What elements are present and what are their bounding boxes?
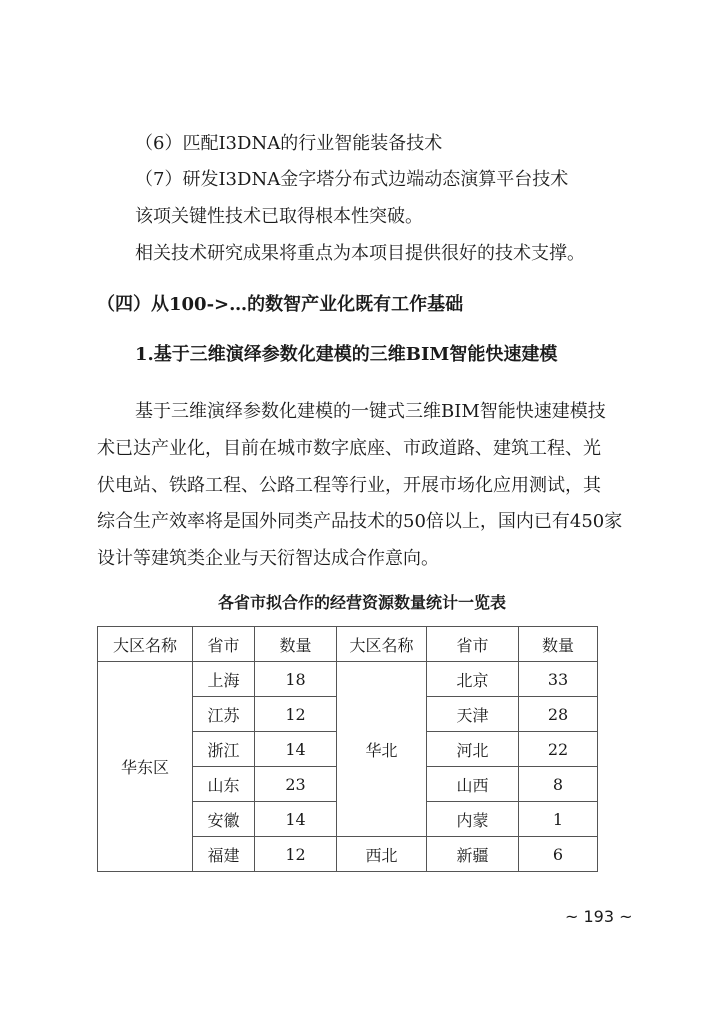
paragraph-line-2: 术已达产业化，目前在城市数字底座、市政道路、建筑工程、光: [97, 438, 601, 459]
province-cell: 山东: [193, 767, 255, 802]
province-cell: 安徽: [193, 802, 255, 837]
sentence-support: 相关技术研究成果将重点为本项目提供很好的技术支撑。: [135, 243, 585, 264]
quantity-cell: 23: [255, 767, 337, 802]
quantity-cell: 12: [255, 837, 337, 872]
province-cell: 山西: [427, 767, 519, 802]
quantity-cell: 14: [255, 732, 337, 767]
quantity-cell: 33: [519, 662, 598, 697]
province-cell: 福建: [193, 837, 255, 872]
quantity-cell: 28: [519, 697, 598, 732]
paragraph-line-3: 伏电站、铁路工程、公路工程等行业，开展市场化应用测试，其: [97, 475, 601, 496]
province-cell: 江苏: [193, 697, 255, 732]
header-province: 省市: [427, 627, 519, 662]
quantity-cell: 12: [255, 697, 337, 732]
province-cell: 北京: [427, 662, 519, 697]
table-caption: 各省市拟合作的经营资源数量统计一览表: [217, 593, 506, 612]
list-item-7: （7）研发I3DNA金字塔分布式边端动态演算平台技术: [135, 169, 569, 190]
table-header-row: [98, 627, 598, 662]
header-province: 省市: [193, 627, 255, 662]
province-cell: 浙江: [193, 732, 255, 767]
province-cell: 上海: [193, 662, 255, 697]
resource-table: [97, 626, 598, 872]
quantity-cell: 1: [519, 802, 598, 837]
header-region: 大区名称: [98, 627, 193, 662]
page-number: ~ 193 ~: [565, 907, 633, 926]
list-item-6: （6）匹配I3DNA的行业智能装备技术: [135, 133, 443, 154]
header-quantity: 数量: [255, 627, 337, 662]
paragraph-line-4: 综合生产效率将是国外同类产品技术的50倍以上，国内已有450家: [97, 511, 623, 532]
sentence-breakthrough: 该项关键性技术已取得根本性突破。: [135, 206, 423, 227]
quantity-cell: 22: [519, 732, 598, 767]
quantity-cell: 8: [519, 767, 598, 802]
province-cell: 新疆: [427, 837, 519, 872]
province-cell: 河北: [427, 732, 519, 767]
header-region: 大区名称: [337, 627, 427, 662]
quantity-cell: 18: [255, 662, 337, 697]
header-quantity: 数量: [519, 627, 598, 662]
province-cell: 天津: [427, 697, 519, 732]
quantity-cell: 6: [519, 837, 598, 872]
quantity-cell: 14: [255, 802, 337, 837]
region-east-china: 华东区: [98, 662, 193, 872]
table-row: [98, 662, 598, 697]
section-heading: （四）从100->…的数智产业化既有工作基础: [97, 294, 464, 315]
region-north-china: 华北: [337, 662, 427, 837]
province-cell: 内蒙: [427, 802, 519, 837]
region-northwest: 西北: [337, 837, 427, 872]
paragraph-line-5: 设计等建筑类企业与天衍智达成合作意向。: [97, 548, 439, 569]
subheading: 1.基于三维演绎参数化建模的三维BIM智能快速建模: [135, 344, 558, 365]
paragraph-line-1: 基于三维演绎参数化建模的一键式三维BIM智能快速建模技: [135, 401, 606, 422]
